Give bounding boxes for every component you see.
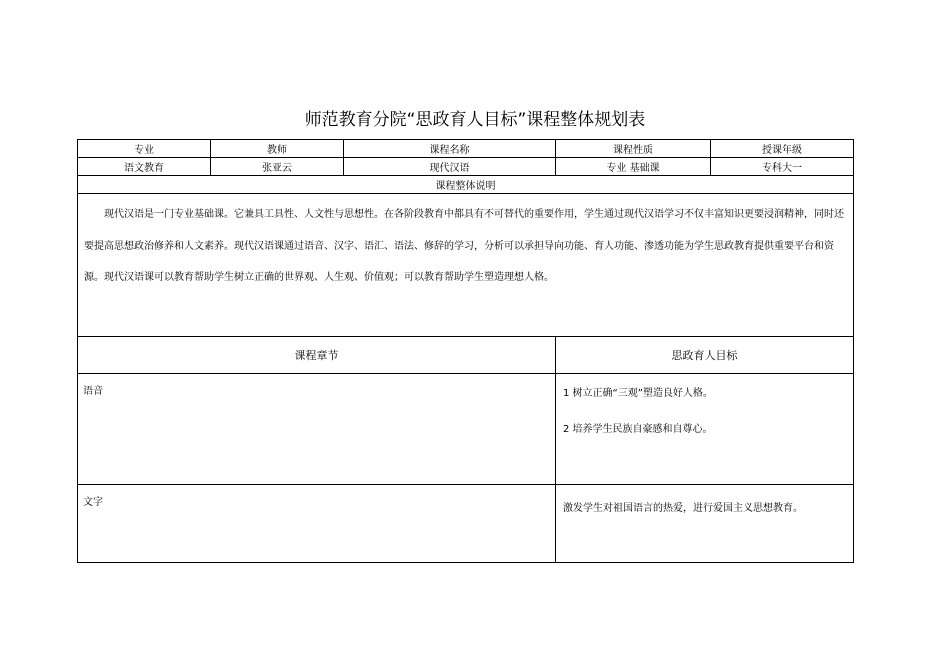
overview-row <box>78 194 854 337</box>
major-header: 专业 <box>78 140 211 158</box>
overview-label-row <box>78 176 854 194</box>
info-row <box>78 158 854 176</box>
overview-text: 现代汉语是一门专业基础课。它兼具工具性、人文性与思想性。在各阶段教育中都具有不可替代的重要作用，学生通过现代汉语学习不仅丰富知识更要浸润精神，同时还要提高思想政治修养和人文素养。现代汉语课通过语音、汉字、语汇、语法、修辞的学习，分析可以承担导向功能、育人功能、渗透功能为学生思政教育提供重要平台和资源。现代汉语课可以教育帮助学生树立正确的世界观、人生观、价值观；可以教育帮助学生塑造理想人格。 <box>84 209 844 283</box>
teacher-header: 教师 <box>211 140 344 158</box>
chapter-name: 语音 <box>78 374 556 485</box>
grade-value: 专科大一 <box>711 158 854 176</box>
page-title: 师范教育分院“思政育人目标”课程整体规划表 <box>304 110 646 130</box>
course-plan-table <box>77 139 854 563</box>
chapter-header-row <box>78 337 854 374</box>
chapter-row <box>78 374 854 485</box>
goal-cell <box>556 485 854 563</box>
course-nature-header: 课程性质 <box>556 140 711 158</box>
course-name-header: 课程名称 <box>344 140 556 158</box>
overview-label: 课程整体说明 <box>78 176 854 194</box>
goal-item: 1 树立正确“三观”塑造良好人格。 <box>563 388 713 399</box>
chapter-name: 文字 <box>78 485 556 563</box>
chapter-header: 课程章节 <box>78 337 556 374</box>
chapter-row <box>78 485 854 563</box>
header-row <box>78 140 854 158</box>
goal-header: 思政育人目标 <box>556 337 854 374</box>
teacher-value: 张亚云 <box>211 158 344 176</box>
goal-item: 激发学生对祖国语言的热爱，进行爱国主义思想教育。 <box>563 503 803 514</box>
major-value: 语文教育 <box>78 158 211 176</box>
goal-item: 2 培养学生民族自豪感和自尊心。 <box>563 424 713 435</box>
course-nature-value: 专业 基础课 <box>556 158 711 176</box>
goal-cell <box>556 374 854 485</box>
overview-cell <box>78 194 854 337</box>
course-name-value: 现代汉语 <box>344 158 556 176</box>
grade-header: 授课年级 <box>711 140 854 158</box>
